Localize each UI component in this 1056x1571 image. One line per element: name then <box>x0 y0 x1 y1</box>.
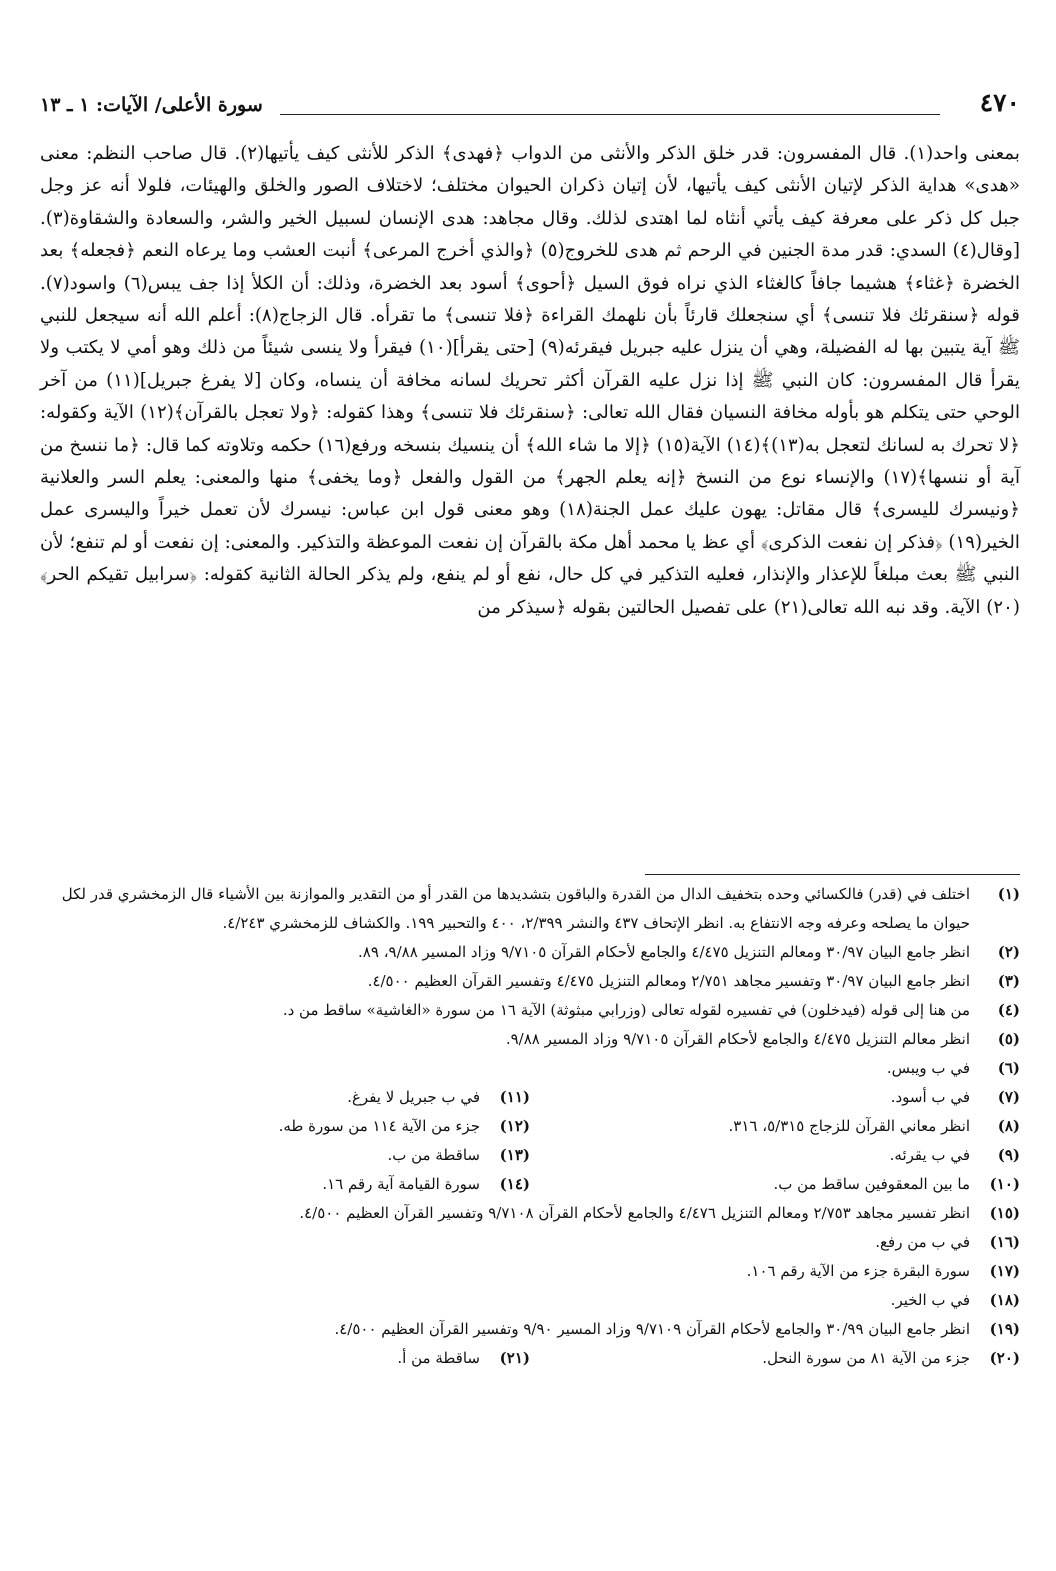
footnote-number: (١٠) <box>989 1175 1020 1193</box>
page-header <box>40 88 1020 124</box>
footnote-21 <box>40 1344 530 1373</box>
footnote-4 <box>40 996 1020 1025</box>
footnote-7 <box>530 1083 1020 1112</box>
footnote-number: (١) <box>997 885 1020 903</box>
footnote-number: (٥) <box>997 1030 1020 1048</box>
footnote-pair-row <box>40 1170 1020 1199</box>
footnotes <box>40 880 1020 1373</box>
footnote-number: (٤) <box>997 1001 1020 1019</box>
footnote-text: ساقطة من ب. <box>387 1146 480 1164</box>
surah-title: سورة الأعلى/ الآيات: ١ ـ ١٣ <box>40 94 263 116</box>
footnote-number: (٩) <box>997 1146 1020 1164</box>
footnote-number: (٢١) <box>499 1349 530 1367</box>
footnote-5 <box>40 1025 1020 1054</box>
footnote-number: (١١) <box>499 1088 530 1106</box>
footnote-text: انظر جامع البيان ٣٠/٩٧ ومعالم التنزيل ٤/٤٧٥ والجامع لأحكام القرآن ٩/٧١٠٥ وزاد المسير ٩/٨٨، ٨٩. <box>358 943 970 961</box>
page-number: ٤٧٠ <box>979 88 1020 117</box>
footnote-number: (١٧) <box>989 1262 1020 1280</box>
footnote-number: (٨) <box>997 1117 1020 1135</box>
footnote-text: ساقطة من أ. <box>397 1349 480 1367</box>
footnote-16 <box>40 1228 1020 1257</box>
footnote-number: (١٢) <box>499 1117 530 1135</box>
footnote-number: (١٨) <box>989 1291 1020 1309</box>
footnote-11 <box>40 1083 530 1112</box>
footnote-pair-row <box>40 1112 1020 1141</box>
footnote-text: سورة البقرة جزء من الآية رقم ١٠٦. <box>746 1262 970 1280</box>
main-text <box>40 138 1020 624</box>
footnote-text: انظر معاني القرآن للزجاج ٥/٣١٥، ٣١٦. <box>728 1117 970 1135</box>
footnote-10 <box>530 1170 1020 1199</box>
footnote-9 <box>530 1141 1020 1170</box>
footnote-text: جزء من الآية ٨١ من سورة النحل. <box>762 1349 970 1367</box>
footnote-13 <box>40 1141 530 1170</box>
footnote-text: في ب الخير. <box>890 1291 970 1309</box>
footnote-text: اختلف في (قدر) فالكسائي وحده بتخفيف الدال من القدرة والباقون بتشديدها من القدر أو من التقدير والموازنة بين الأشياء قال الزمخشري قدر لكل حيوان ما يصلحه وعرفه وجه الانتفاع به. انظر الإتحاف ٤٣٧ والنشر ٢/٣٩٩، ٤٠٠ والتحبير ١٩٩. والكشاف للزمخشري ٤/٢٤٣. <box>61 885 970 932</box>
footnote-text: في ب جبريل لا يفرغ. <box>347 1088 480 1106</box>
footnote-number: (١٩) <box>989 1320 1020 1338</box>
body-paragraph: بمعنى واحد(١). قال المفسرون: قدر خلق الذكر والأنثى من الدواب ﴿فهدى﴾ الذكر للأنثى كيف يأتيها(٢). قال صاحب النظم: معنى «هدى» هداية الذكر لإتيان الأنثى كيف يأتيها، لأن إتيان ذكران الحيوان مختلف؛ لاختلاف الصور والخلق والهيئات، فلولا أنه عز وجل جبل كل ذكر على معرفة كيف يأتي أنثاه لما اهتدى لذلك. وقال مجاهد: هدى الإنسان لسبيل الخير والشر، والسعادة والشقاوة(٣). [وقال(٤) السدي: قدر مدة الجنين في الرحم ثم هدى للخروج(٥) ﴿والذي أخرج المرعى﴾ أنبت العشب وما يرعاه النعم ﴿فجعله﴾ بعد الخضرة ﴿غثاء﴾ هشيما جافاً كالغثاء الذي نراه فوق السيل ﴿أحوى﴾ أسود بعد الخضرة، وذلك: أن الكلأ إذا جف يبس(٦) واسود(٧). قوله ﴿سنقرئك فلا تنسى﴾ أي سنجعلك قارئاً بأن نلهمك القراءة ﴿فلا تنسى﴾ ما تقرأه. قال الزجاج(٨): أعلم الله أنه سيجعل للنبي ﷺ آية يتبين بها له الفضيلة، وهي أن ينزل عليه جبريل فيقرئه(٩) [حتى يقرأ](١٠) فيقرأ ولا ينسى شيئاً من ذلك وهو أمي لا يكتب ولا يقرأ قال المفسرون: كان النبي ﷺ إذا نزل عليه القرآن أكثر تحريك لسانه مخافة أن ينساه، وكان [لا يفرغ جبريل](١١) من آخر الوحي حتى يتكلم هو بأوله مخافة النسيان فقال الله تعالى: ﴿سنقرئك فلا تنسى﴾ وهذا كقوله: ﴿ولا تعجل بالقرآن﴾(١٢) الآية وكقوله: ﴿لا تحرك به لسانك لتعجل به(١٣)﴾(١٤) الآية(١٥) ﴿إلا ما شاء الله﴾ أن ينسيك بنسخه ورفع(١٦) حكمه وتلاوته كما قال: ﴿ما ننسخ من آية أو ننسها﴾(١٧) والإنساء نوع من النسخ ﴿إنه يعلم الجهر﴾ من القول والفعل ﴿وما يخفى﴾ منها والمعنى: يعلم السر والعلانية ﴿ونيسرك لليسرى﴾ قال مقاتل: يهون عليك عمل الجنة(١٨) وهو معنى قول ابن عباس: نيسرك لأن تعمل خيراً واليسرى عمل الخير(١٩) ﴿فذكر إن نفعت الذكرى﴾ أي عظ يا محمد أهل مكة بالقرآن إن نفعت الموعظة والتذكير. والمعنى: إن نفعت أو لم تنفع؛ لأن النبي ﷺ بعث مبلغاً للإعذار والإنذار، فعليه التذكير في كل حال، نفع أو لم ينفع، ولم يذكر الحالة الثانية كقوله: ﴿سرابيل تقيكم الحر﴾(٢٠) الآية. وقد نبه الله تعالى(٢١) على تفصيل الحالتين بقوله ﴿سيذكر من <box>40 143 1021 618</box>
footnote-number: (١٥) <box>989 1204 1020 1222</box>
footnote-18 <box>40 1286 1020 1315</box>
footnote-14 <box>40 1170 530 1199</box>
footnote-15 <box>40 1199 1020 1228</box>
footnote-pair-row <box>40 1344 1020 1373</box>
footnote-number: (١٦) <box>989 1233 1020 1251</box>
footnote-19 <box>40 1315 1020 1344</box>
footnote-text: في ب أسود. <box>890 1088 970 1106</box>
footnote-1 <box>40 880 1020 938</box>
footnote-text: انظر تفسير مجاهد ٢/٧٥٣ ومعالم التنزيل ٤/٤٧٦ والجامع لأحكام القرآن ٩/٧١٠٨ وتفسير القرآن العظيم ٤/٥٠٠. <box>299 1204 970 1222</box>
footnote-text: انظر معالم التنزيل ٤/٤٧٥ والجامع لأحكام القرآن ٩/٧١٠٥ وزاد المسير ٩/٨٨. <box>505 1030 970 1048</box>
header-rule <box>280 114 940 115</box>
footnote-number: (١٣) <box>499 1146 530 1164</box>
footnote-12 <box>40 1112 530 1141</box>
footnote-text: سورة القيامة آية رقم ١٦. <box>322 1175 480 1193</box>
footnote-20 <box>530 1344 1020 1373</box>
footnote-rule <box>645 874 1020 875</box>
footnote-number: (٣) <box>997 972 1020 990</box>
footnote-number: (٧) <box>997 1088 1020 1106</box>
footnote-text: من هنا إلى قوله (فيدخلون) في تفسيره لقوله تعالى (وزرابي مبثوثة) الآية ١٦ من سورة «الغاشية» ساقط من د. <box>282 1001 970 1019</box>
footnote-pair-row <box>40 1141 1020 1170</box>
footnote-8 <box>530 1112 1020 1141</box>
footnote-2 <box>40 938 1020 967</box>
footnote-text: ما بين المعقوفين ساقط من ب. <box>773 1175 970 1193</box>
footnote-number: (٦) <box>997 1059 1020 1077</box>
footnote-text: في ب من رفع. <box>875 1233 970 1251</box>
footnote-number: (٢٠) <box>989 1349 1020 1367</box>
footnote-text: في ب يقرئه. <box>889 1146 970 1164</box>
footnote-text: انظر جامع البيان ٣٠/٩٩ والجامع لأحكام القرآن ٩/٧١٠٩ وزاد المسير ٩/٩٠ وتفسير القرآن العظيم ٤/٥٠٠. <box>334 1320 970 1338</box>
footnote-3 <box>40 967 1020 996</box>
footnote-17 <box>40 1257 1020 1286</box>
footnote-number: (٢) <box>997 943 1020 961</box>
footnote-6 <box>40 1054 1020 1083</box>
footnote-pair-row <box>40 1083 1020 1112</box>
footnote-text: انظر جامع البيان ٣٠/٩٧ وتفسير مجاهد ٢/٧٥١ ومعالم التنزيل ٤/٤٧٥ وتفسير القرآن العظيم ٤/٥٠٠. <box>367 972 970 990</box>
footnote-text: جزء من الآية ١١٤ من سورة طه. <box>278 1117 480 1135</box>
footnote-text: في ب ويبس. <box>886 1059 970 1077</box>
footnote-number: (١٤) <box>499 1175 530 1193</box>
